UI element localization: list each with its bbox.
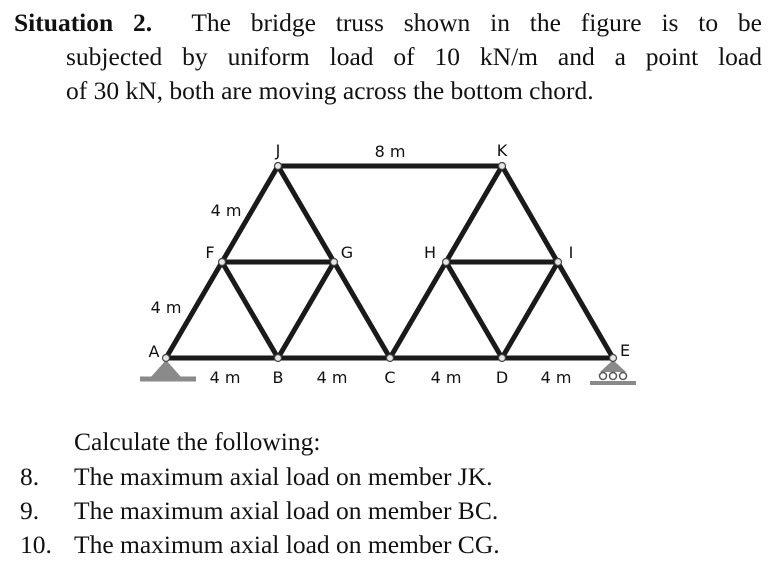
label-node-f: F [205,243,215,262]
label-node-e: E [619,341,631,360]
label-node-k: K [496,141,508,160]
member-id [502,262,558,358]
dim-de: 4 m [540,368,572,387]
label-node-c: C [384,368,396,387]
dim-cd: 4 m [430,368,462,387]
question-number: 9. [20,496,40,525]
truss-members [166,166,613,358]
joint-e [610,355,617,362]
label-node-j: J [275,141,281,160]
question-text: The maximum axial load on member BC. [74,496,499,525]
truss-diagram [0,130,774,410]
dim-top-chord: 8 m [374,142,406,161]
question-item [20,528,500,562]
dim-left-upper: 4 m [210,201,242,220]
label-node-h: H [423,243,437,262]
question-text: The maximum axial load on member CG. [74,530,500,559]
member-gb [278,262,334,358]
calculate-heading: Calculate the following: [74,427,321,456]
pin-support-a [140,360,196,379]
label-node-d: D [495,368,509,387]
label-node-a: A [148,342,160,361]
question-text: The maximum axial load on member JK. [74,462,493,491]
statement-text-1: The bridge truss shown in the figure is to be [191,8,762,37]
question-list [20,460,500,562]
joint-g [331,259,338,266]
question-item [20,460,500,494]
joint-k [499,163,506,170]
problem-statement [14,6,762,108]
label-node-i: I [568,243,574,262]
joint-i [555,259,562,266]
question-number: 8. [20,462,40,491]
joint-f [219,259,226,266]
joint-h [443,259,450,266]
member-fb [222,262,278,358]
question-number: 10. [20,530,52,559]
dim-ab: 4 m [209,368,241,387]
joint-j [275,163,282,170]
roller-support-e [590,360,636,383]
statement-line-3: of 30 kN, both are moving across the bottom chord. [66,76,594,105]
question-item [20,494,500,528]
joint-d [499,355,506,362]
statement-line-2: subjected by uniform load of 10 kN/m and a point load [66,42,762,71]
joint-b [275,355,282,362]
member-hd [446,262,502,358]
joint-c [387,355,394,362]
dim-bc: 4 m [316,368,348,387]
label-node-g: G [340,243,354,262]
dim-left-lower: 4 m [150,298,182,317]
situation-label: Situation 2. [14,8,153,37]
label-node-b: B [272,368,284,387]
joint-a [163,355,170,362]
statement-line-1 [14,6,762,40]
